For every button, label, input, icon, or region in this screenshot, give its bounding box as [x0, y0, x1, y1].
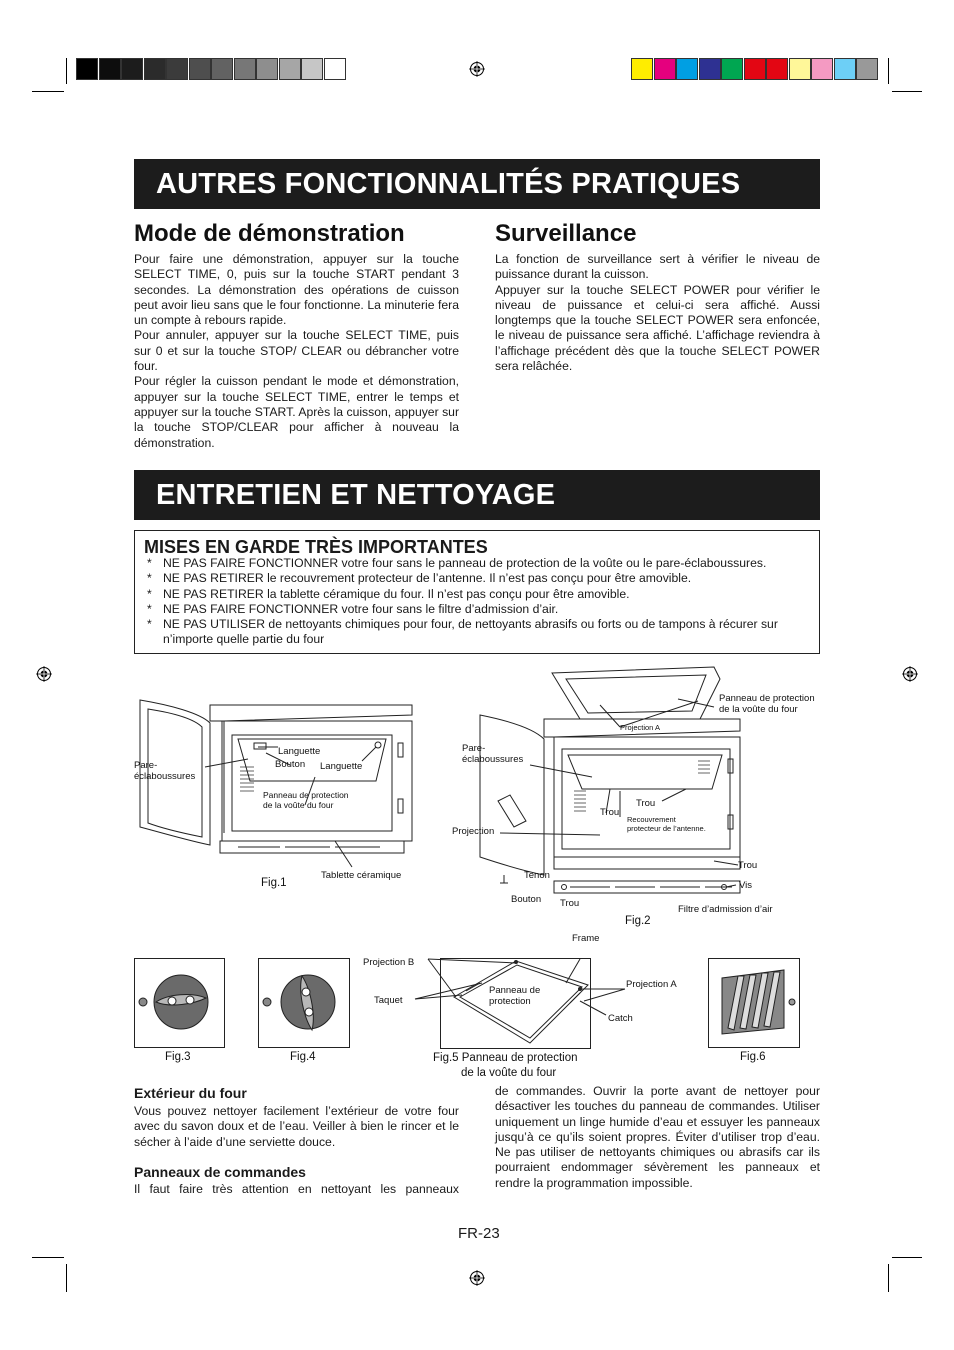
- fig2-label-button: Bouton: [511, 894, 542, 905]
- fig5-label-frame: Frame: [572, 933, 600, 944]
- label-text: Panneau de protection de la voûte du four: [719, 693, 815, 715]
- crop-mark: [66, 1264, 67, 1292]
- demo-paragraph: Pour annuler, appuyer sur la touche SELECT TIME, puis sur 0 et sur la touche STOP/ CLEAR ou débrancher votre four.: [134, 328, 459, 374]
- warning-list: [147, 556, 812, 648]
- crop-mark: [32, 1257, 64, 1258]
- warning-item: [147, 617, 812, 648]
- control-panels-text-continued: de commandes. Ouvrir la porte avant de nettoyer pour désactiver les touches du panneau de commandes. Utiliser uniquement un linge humide d’eau et essuyer les panneaux jusqu’à ce qu’ils soient propres. Éviter d’utiliser trop d’eau. Ne pas utiliser de nettoyants chimiques ou abrasifs car ils pourraient endommager sévèrement les panneaux et rendre la programmation impossible.: [495, 1084, 820, 1190]
- registration-mark-icon: [469, 1270, 485, 1286]
- monitoring-text: [495, 252, 820, 374]
- fig1-label-splash-guard: [134, 760, 195, 782]
- bullet-star: *: [147, 571, 152, 586]
- fig5-label-latch: Taquet: [374, 995, 403, 1006]
- warning-item: [147, 556, 812, 571]
- color-swatch: [256, 58, 278, 80]
- color-swatch: [789, 58, 811, 80]
- demo-paragraph: Pour régler la cuisson pendant le mode et démonstration, appuyer sur la touche SELECT TIME, entrer le temps et appuyer sur la touche START. Après la cuisson, appuyer sur la touche STOP/CLEAR pour afficher à nouveau la démonstration.: [134, 374, 459, 450]
- bullet-star: *: [147, 617, 152, 632]
- section-banner-features: AUTRES FONCTIONNALITÉS PRATIQUES: [134, 159, 820, 209]
- fig2-label-tenon: Tenon: [524, 870, 550, 881]
- fig2-label-ceiling-panel: [719, 693, 815, 715]
- fig3-knob-drawing: [134, 958, 225, 1048]
- fig3-caption: Fig.3: [165, 1051, 191, 1063]
- exterior-heading: Extérieur du four: [134, 1085, 247, 1101]
- fig5-caption-line2: de la voûte du four: [461, 1067, 557, 1079]
- color-swatch: [76, 58, 98, 80]
- label-text: Panneau de protection de la voûte du four: [263, 790, 349, 810]
- page-number: FR-23: [458, 1225, 500, 1242]
- color-swatch: [766, 58, 788, 80]
- color-swatch: [279, 58, 301, 80]
- fig2-label-hole-2: Trou: [600, 807, 620, 818]
- fig1-label-ceramic-shelf: Tablette céramique: [321, 870, 402, 881]
- demo-mode-heading: Mode de démonstration: [134, 220, 405, 247]
- fig2-label-projection: Projection: [452, 826, 495, 837]
- warning-title: MISES EN GARDE TRÈS IMPORTANTES: [144, 537, 488, 557]
- color-swatch: [856, 58, 878, 80]
- fig6-filter-drawing: [708, 958, 800, 1048]
- warning-text: NE PAS FAIRE FONCTIONNER votre four sans le panneau de protection de la voûte ou le pare-éclaboussures.: [163, 556, 767, 570]
- crop-mark: [32, 91, 64, 92]
- crop-mark: [892, 1257, 922, 1258]
- fig5-label-projection-a: Projection A: [626, 979, 677, 990]
- color-swatch: [121, 58, 143, 80]
- crop-mark: [66, 58, 67, 84]
- warning-text: NE PAS RETIRER le recouvrement protecteur de l’antenne. Il n’est pas conçu pour être amovible.: [163, 571, 692, 586]
- color-swatch: [744, 58, 766, 80]
- fig2-label-hole-4: Trou: [560, 898, 580, 909]
- monitoring-paragraph: La fonction de surveillance sert à vérifier le niveau de puissance durant la cuisson.: [495, 252, 820, 282]
- fig1-label-ceiling-panel: [263, 790, 349, 810]
- registration-mark-icon: [902, 666, 918, 682]
- color-swatch: [811, 58, 833, 80]
- fig1-label-tab: Languette: [278, 746, 321, 757]
- color-swatch: [166, 58, 188, 80]
- color-swatch: [654, 58, 676, 80]
- fig6-caption: Fig.6: [740, 1051, 766, 1063]
- warning-text: NE PAS UTILISER de nettoyants chimiques pour four, de nettoyants abrasifs ou forts ou de tampons à récurer sur n’importe quelle partie du four: [163, 617, 778, 647]
- fig2-caption: Fig.2: [625, 915, 651, 927]
- bullet-star: *: [147, 586, 152, 601]
- fig1-label-button: Bouton: [275, 759, 306, 770]
- fig4-knob-drawing: [258, 958, 350, 1048]
- demo-mode-text: [134, 252, 459, 451]
- demo-paragraph: Pour faire une démonstration, appuyer sur la touche SELECT TIME, 0, puis sur la touche START pendant 3 secondes. La démonstration des opérations de cuisson peut avoir lieu sans que le four fonctionne. La minuterie fera un compte à rebours rapide.: [134, 252, 459, 328]
- fig2-label-screw: Vis: [739, 880, 753, 891]
- registration-mark-icon: [36, 666, 52, 682]
- warning-box: [134, 530, 820, 654]
- fig2-label-antenna-cover: [627, 815, 706, 833]
- color-swatch: [699, 58, 721, 80]
- fig5-label-projection-b: Projection B: [363, 957, 415, 968]
- monitoring-paragraph: Appuyer sur la touche SELECT POWER pour vérifier le niveau de puissance et celui-ci sera affiché. Aussi longtemps que la touche SELECT POWER sera enfoncée, le niveau de puissance sera affiché. L’affichage reviendra à l’affichage précédent dès que la touche SELECT POWER sera relâchée.: [495, 282, 820, 374]
- fig1-caption: Fig.1: [261, 877, 287, 889]
- bullet-star: *: [147, 601, 152, 616]
- color-swatch: [301, 58, 323, 80]
- crop-mark: [888, 1264, 889, 1292]
- warning-text: NE PAS FAIRE FONCTIONNER votre four sans le filtre d’admission d’air.: [163, 601, 559, 616]
- label-text: Pare- éclaboussures: [462, 743, 524, 765]
- warning-item: [147, 571, 812, 586]
- bullet-star: *: [147, 556, 152, 570]
- control-panels-text-start: Il faut faire très attention en nettoyant les panneaux: [134, 1182, 459, 1196]
- color-swatch: [834, 58, 856, 80]
- color-swatch: [189, 58, 211, 80]
- fig5-label-panel: [489, 985, 540, 1007]
- fig2-label-projection-a: Projection A: [620, 723, 661, 732]
- color-swatch: [211, 58, 233, 80]
- fig5-label-catch: Catch: [608, 1013, 633, 1024]
- color-swatch: [721, 58, 743, 80]
- monitoring-heading: Surveillance: [495, 220, 637, 247]
- exterior-text: Vous pouvez nettoyer facilement l’extérieur de votre four avec du savon doux et de l’eau. Veiller à bien le rincer et le sécher à l’aide d’une serviette douce.: [134, 1104, 459, 1149]
- fig2-label-splash-guard: [462, 743, 523, 765]
- crop-mark: [888, 58, 889, 84]
- section-banner-maintenance: ENTRETIEN ET NETTOYAGE: [134, 470, 820, 520]
- fig4-caption: Fig.4: [290, 1051, 316, 1063]
- color-swatch: [144, 58, 166, 80]
- fig2-label-air-filter: Filtre d’admission d’air: [678, 904, 773, 915]
- label-text: Recouvrement protecteur de l’antenne.: [627, 815, 706, 833]
- crop-mark: [892, 91, 922, 92]
- color-swatch: [99, 58, 121, 80]
- color-swatch: [234, 58, 256, 80]
- color-swatch: [324, 58, 346, 80]
- fig2-label-hole-3: Trou: [738, 860, 758, 871]
- color-swatch: [631, 58, 653, 80]
- fig5-caption: Fig.5 Panneau de protection: [433, 1052, 578, 1064]
- control-panels-heading: Panneaux de commandes: [134, 1164, 306, 1180]
- fig1-label-tab-2: Languette: [320, 761, 363, 772]
- fig2-label-hole: Trou: [636, 798, 656, 809]
- warning-text: NE PAS RETIRER la tablette céramique du four. Il n’est pas conçu pour être amovible.: [163, 586, 630, 601]
- label-text: Pare- éclaboussures: [134, 760, 196, 782]
- warning-item: [147, 587, 812, 602]
- registration-mark-icon: [469, 61, 485, 77]
- label-text: Panneau de protection: [489, 985, 541, 1007]
- warning-item: [147, 602, 812, 617]
- color-swatch: [676, 58, 698, 80]
